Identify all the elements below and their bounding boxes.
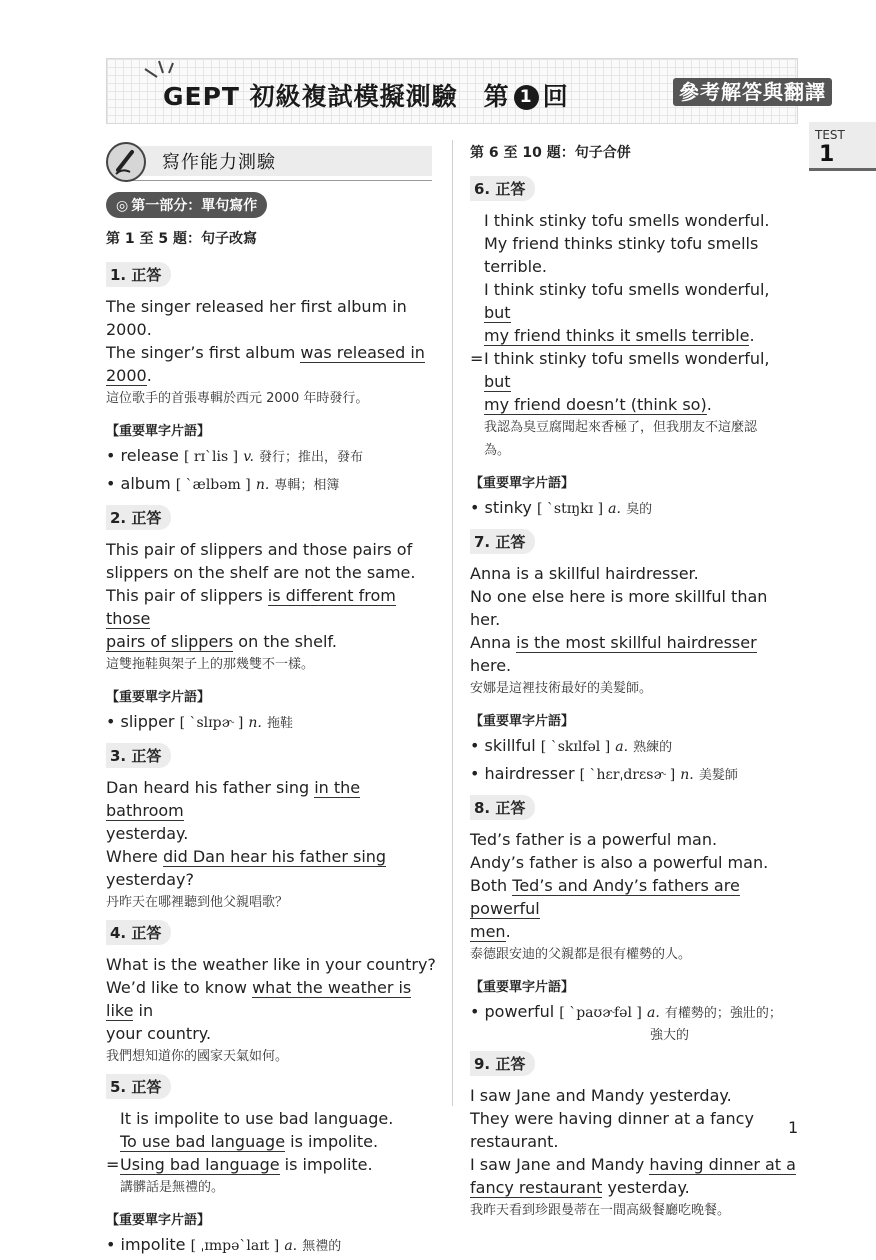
q7-sentence-2: No one else here is more skillful than her. <box>470 587 768 629</box>
page-number: 1 <box>788 1118 799 1137</box>
q6-translation-cont: 為。 <box>484 443 511 458</box>
q3-answer: Where did Dan hear his father sing yesterday? <box>106 847 387 889</box>
question-badge-5: 5. 正答 <box>106 1074 171 1099</box>
q7-answer: Anna is the most skillful hairdresser here. <box>470 633 757 675</box>
q6-sentence-2: My friend thinks stinky tofu smells terrible. <box>484 234 759 276</box>
q1-sentence-1: The singer released her first album in 2000. <box>106 297 407 339</box>
vocab-heading: 【重要單字片語】 <box>470 476 575 491</box>
vocab-heading: 【重要單字片語】 <box>106 424 211 439</box>
q6-answer: I think stinky tofu smells wonderful, but <box>484 280 770 322</box>
vocab-heading: 【重要單字片語】 <box>106 690 211 705</box>
q5-alt-answer: = Using bad language is impolite. <box>106 1155 373 1174</box>
q6-translation: 我認為臭豆腐聞起來香極了，但我朋友不這麼認 <box>484 420 758 435</box>
q9-sentence-2: They were having dinner at a fancy <box>470 1109 754 1128</box>
q3-translation: 丹昨天在哪裡聽到他父親唱歌？ <box>106 895 289 910</box>
round-number-badge: 1 <box>514 85 539 110</box>
q8-sentence-2: Andy’s father is also a powerful man. <box>470 853 769 872</box>
vocab-item: • hairdresser [ ˋhɛrˌdrɛsɚ ] n. 美髮師 <box>470 764 738 783</box>
question-badge-7: 7. 正答 <box>470 529 535 554</box>
question-badge-1: 1. 正答 <box>106 262 171 287</box>
page-title: GEPT 初級複試模擬測驗 第 1 回 <box>163 82 569 111</box>
q5-answer: To use bad language is impolite. <box>120 1132 379 1151</box>
vocab-item: • impolite [ ˌɪmpəˋlaɪt ] a. 無禮的 <box>106 1235 342 1254</box>
test-tab-number: 1 <box>819 142 835 167</box>
q1-answer: The singer’s first album was released in 2000. <box>106 343 425 385</box>
section-header <box>106 140 436 184</box>
pencil-icon <box>106 142 146 182</box>
question-badge-2: 2. 正答 <box>106 505 171 530</box>
q2-sentence-1: This pair of slippers and those pairs of <box>106 540 413 559</box>
q6-answer-cont: my friend thinks it smells terrible. <box>484 326 755 345</box>
q4-answer-cont: your country. <box>106 1024 212 1043</box>
test-tab <box>809 122 876 171</box>
q5-sentence-1: It is impolite to use bad language. <box>120 1109 394 1128</box>
right-subhead: 第 6 至 10 題：句子合併 <box>470 145 631 161</box>
q3-sentence-1-cont: yesterday. <box>106 824 189 843</box>
q3-sentence-1: Dan heard his father sing in the bathroom <box>106 778 361 820</box>
column-divider <box>452 140 453 1106</box>
q2-answer: This pair of slippers is different from those <box>106 586 396 628</box>
q6-alt-answer-cont: my friend doesn’t (think so). <box>484 395 712 414</box>
q5-translation: 講髒話是無禮的。 <box>120 1180 225 1195</box>
q4-translation: 我們想知道你的國家天氣如何。 <box>106 1049 289 1064</box>
question-badge-6: 6. 正答 <box>470 176 535 201</box>
question-badge-3: 3. 正答 <box>106 743 171 768</box>
q8-translation: 泰德跟安迪的父親都是很有權勢的人。 <box>470 947 692 962</box>
vocab-heading: 【重要單字片語】 <box>470 714 575 729</box>
section-title: 寫作能力測驗 <box>162 152 276 173</box>
vocab-item: • stinky [ ˋstɪŋkɪ ] a. 臭的 <box>470 498 653 517</box>
q7-sentence-1: Anna is a skillful hairdresser. <box>470 564 699 583</box>
left-subhead: 第 1 至 5 題：句子改寫 <box>106 231 257 247</box>
vocab-item: • album [ ˋælbəm ] n. 專輯；相簿 <box>106 474 340 493</box>
q6-alt-answer: = I think stinky tofu smells wonderful, but <box>470 349 770 391</box>
q9-translation: 我昨天看到珍跟曼蒂在一間高級餐廳吃晚餐。 <box>470 1203 731 1218</box>
title-banner <box>106 58 826 124</box>
q4-sentence-1: What is the weather like in your country? <box>106 955 436 974</box>
left-column <box>106 140 436 1260</box>
question-badge-4: 4. 正答 <box>106 920 171 945</box>
question-badge-9: 9. 正答 <box>470 1051 535 1076</box>
vocab-heading: 【重要單字片語】 <box>470 980 575 995</box>
vocab-item: • release [ rɪˋlis ] v. 發行；推出，發布 <box>106 446 364 465</box>
q2-translation: 這雙拖鞋與架子上的那幾雙不一樣。 <box>106 657 315 672</box>
q1-translation: 這位歌手的首張專輯於西元 2000 年時發行。 <box>106 391 369 406</box>
q2-answer-cont: pairs of slippers on the shelf. <box>106 632 337 651</box>
part-label: ◎ 第一部分：單句寫作 <box>106 192 267 218</box>
q8-sentence-1: Ted’s father is a powerful man. <box>470 830 718 849</box>
vocab-item: • skillful [ ˋskɪlfəl ] a. 熟練的 <box>470 736 673 755</box>
target-icon: ◎ <box>116 198 129 214</box>
question-badge-8: 8. 正答 <box>470 795 535 820</box>
right-column <box>470 140 800 1222</box>
vocab-heading: 【重要單字片語】 <box>106 1213 211 1228</box>
q9-answer-cont: fancy restaurant yesterday. <box>470 1178 690 1197</box>
q2-sentence-2: slippers on the shelf are not the same. <box>106 563 416 582</box>
q9-sentence-2-cont: restaurant. <box>470 1132 559 1151</box>
q8-answer-cont: men. <box>470 922 511 941</box>
vocab-item: • powerful [ ˋpaʊɚfəl ] a. 有權勢的；強壯的； <box>470 1002 782 1021</box>
test-tab-label: TEST <box>815 128 845 142</box>
q7-translation: 安娜是這裡技術最好的美髮師。 <box>470 681 653 696</box>
q9-sentence-1: I saw Jane and Mandy yesterday. <box>470 1086 732 1105</box>
q6-sentence-1: I think stinky tofu smells wonderful. <box>484 211 770 230</box>
q8-answer: Both Ted’s and Andy’s fathers are powerful <box>470 876 740 918</box>
q9-answer: I saw Jane and Mandy having dinner at a <box>470 1155 796 1174</box>
q4-answer: We’d like to know what the weather is like in <box>106 978 412 1020</box>
vocab-item: • slipper [ ˋslɪpɚ ] n. 拖鞋 <box>106 712 293 731</box>
answer-key-label: 參考解答與翻譯 <box>673 78 832 106</box>
vocab-definition-cont: 強大的 <box>650 1028 690 1043</box>
